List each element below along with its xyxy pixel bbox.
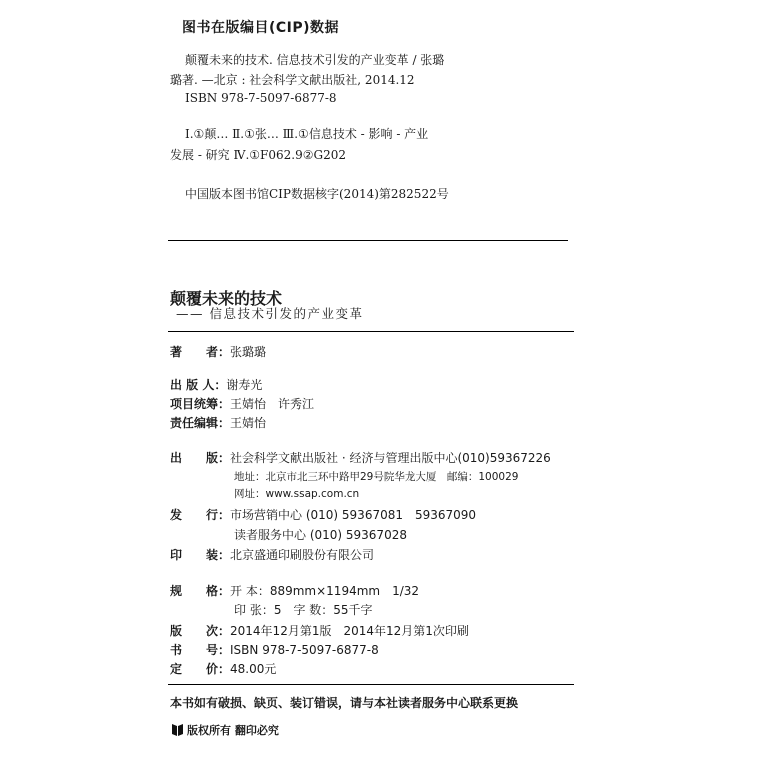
cip-line-4: Ⅰ.①颠… Ⅱ.①张… Ⅲ.①信息技术 - 影响 - 产业 bbox=[185, 127, 429, 141]
publisher-person-value: 谢寿光 bbox=[226, 378, 263, 392]
edition-row bbox=[170, 622, 469, 639]
colon: ： bbox=[218, 508, 231, 522]
cip-title: 图书在版编目(CIP)数据 bbox=[182, 20, 340, 36]
edition-value: 2014年12月第1版 2014年12月第1次印刷 bbox=[230, 624, 469, 638]
cip-number: 中国版本图书馆CIP数据核字(2014)第282522号 bbox=[185, 187, 449, 201]
printer-value: 北京盛通印刷股份有限公司 bbox=[230, 548, 375, 562]
coordinator-row bbox=[170, 395, 314, 412]
publish-label: 出 版 bbox=[170, 451, 219, 465]
colon: ： bbox=[218, 397, 231, 411]
coordinator-value: 王婧怡 许秀江 bbox=[230, 397, 315, 411]
colon: ： bbox=[218, 451, 231, 465]
publisher-logo-icon bbox=[172, 724, 183, 736]
author-label: 著 者 bbox=[170, 345, 219, 359]
price-label: 定 价 bbox=[170, 662, 219, 676]
print-label: 印 装 bbox=[170, 548, 219, 562]
footer-divider bbox=[168, 684, 574, 685]
print-row bbox=[170, 546, 374, 563]
cip-line-2: 璐著. —北京 : 社会科学文献出版社, 2014.12 bbox=[170, 73, 415, 87]
publisher-person-row bbox=[170, 376, 262, 393]
book-title: 颠覆未来的技术 bbox=[170, 289, 283, 308]
colon: ： bbox=[218, 345, 231, 359]
cip-line-1: 颠覆未来的技术. 信息技术引发的产业变革 / 张璐 bbox=[185, 53, 445, 67]
distribute-label: 发 行 bbox=[170, 508, 219, 522]
damage-notice: 本书如有破损、缺页、装订错误，请与本社读者服务中心联系更换 bbox=[170, 696, 519, 710]
title-divider bbox=[168, 331, 574, 332]
editor-label: 责任编辑 bbox=[170, 416, 219, 430]
rights-line bbox=[172, 722, 279, 738]
rights-text: 版权所有 翻印必究 bbox=[187, 724, 279, 737]
cip-divider bbox=[168, 240, 568, 241]
colon: ： bbox=[214, 378, 227, 392]
publisher-person-label: 出 版 人 bbox=[170, 378, 215, 392]
address-line: 地址：北京市北三环中路甲29号院华龙大厦 邮编：100029 bbox=[234, 471, 519, 483]
edition-label: 版 次 bbox=[170, 624, 219, 638]
colon: ： bbox=[218, 643, 231, 657]
sheets-line: 印 张：5 字 数：55千字 bbox=[234, 603, 373, 617]
author-value: 张璐璐 bbox=[230, 345, 267, 359]
price-value: 48.00元 bbox=[230, 662, 277, 676]
cip-line-5: 发展 - 研究 Ⅳ.①F062.9②G202 bbox=[170, 148, 346, 162]
format-label: 规 格 bbox=[170, 584, 219, 598]
colon: ： bbox=[218, 584, 231, 598]
colon: ： bbox=[218, 548, 231, 562]
book-subtitle: —— 信息技术引发的产业变革 bbox=[176, 306, 364, 321]
isbn-value: ISBN 978-7-5097-6877-8 bbox=[230, 643, 379, 657]
editor-row bbox=[170, 414, 266, 431]
distribute-row bbox=[170, 506, 476, 523]
reader-service-line: 读者服务中心 (010) 59367028 bbox=[234, 528, 407, 542]
colon: ： bbox=[218, 624, 231, 638]
website-line: 网址：www.ssap.com.cn bbox=[234, 488, 360, 500]
author-row bbox=[170, 343, 266, 360]
coordinator-label: 项目统筹 bbox=[170, 397, 219, 411]
cip-line-3: ISBN 978-7-5097-6877-8 bbox=[185, 91, 337, 105]
price-row bbox=[170, 660, 276, 677]
publish-row bbox=[170, 449, 551, 466]
editor-value: 王婧怡 bbox=[230, 416, 267, 430]
format-row bbox=[170, 582, 419, 599]
isbn-row bbox=[170, 641, 379, 658]
marketing-value: 市场营销中心 (010) 59367081 59367090 bbox=[230, 508, 477, 522]
isbn-label: 书 号 bbox=[170, 643, 219, 657]
publish-value: 社会科学文献出版社 · 经济与管理出版中心(010)59367226 bbox=[230, 451, 551, 465]
colon: ： bbox=[218, 416, 231, 430]
colon: ： bbox=[218, 662, 231, 676]
format-value: 开 本：889mm×1194mm 1/32 bbox=[230, 584, 420, 598]
